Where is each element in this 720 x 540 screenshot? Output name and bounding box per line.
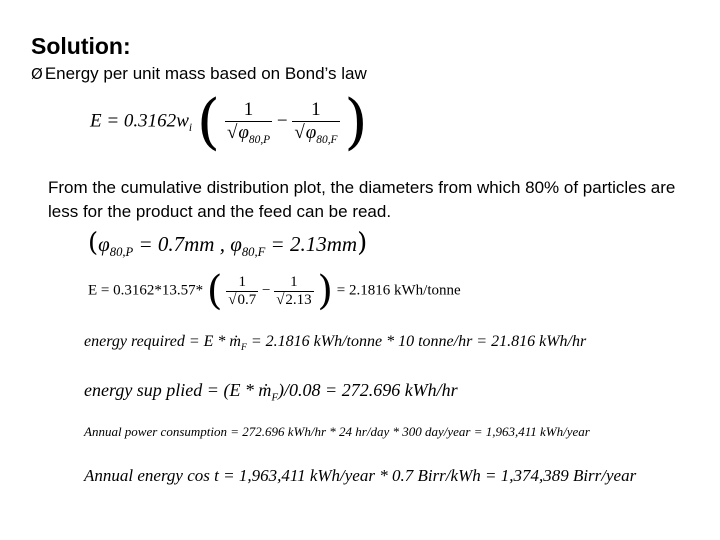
calc-minus: − [261, 282, 271, 299]
close-paren: ) [317, 268, 334, 314]
open-paren: ( [88, 228, 99, 258]
annual-cost-equation: Annual energy cos t = 1,963,411 kWh/year * 0.7 Birr/kWh = 1,374,389 Birr/year [84, 466, 637, 485]
bond-law-equation [90, 87, 368, 157]
energy-supplied-equation [84, 380, 458, 404]
calc-frac-feed [274, 274, 313, 309]
energy-required-lhs: energy required = E * ṁ [84, 333, 241, 350]
bond-sub-f: 80,F [316, 133, 338, 146]
phi-symbol: φ [305, 121, 317, 143]
bond-frac-feed-num: 1 [311, 98, 321, 120]
calc-frac-feed-num: 1 [290, 273, 298, 290]
bond-frac-product [225, 99, 272, 146]
diam-val-p: = 0.7mm , [138, 232, 225, 256]
energy-supplied-rhs: )/0.08 = 272.696 kWh/hr [278, 380, 458, 400]
calc-frac-product-num: 1 [238, 273, 246, 290]
bullet-text: Energy per unit mass based on Bond’s law [44, 64, 367, 83]
bond-sub-p: 80,P [248, 133, 271, 146]
calc-frac-product [226, 274, 258, 309]
energy-supplied-lhs: energy sup plied = (E * ṁ [84, 380, 272, 400]
bond-lhs: E = 0.3162 [90, 110, 177, 132]
close-paren: ) [344, 87, 368, 157]
explanation-paragraph: From the cumulative distribution plot, the diameters from which 80% of particles are less for the product and the feed can be read. [48, 178, 676, 221]
diam-sub-p: 80,P [109, 245, 134, 260]
bond-wi: w [176, 110, 189, 132]
bond-frac-feed [292, 99, 339, 146]
calc-den-f: 2.13 [285, 291, 312, 308]
energy-required-sub: F [240, 342, 247, 354]
page-title: Solution: [31, 33, 131, 59]
annual-power-equation: Annual power consumption = 272.696 kWh/hr * 24 hr/day * 300 day/year = 1,963,411 kWh/year [84, 424, 590, 439]
energy-required-equation [84, 333, 586, 353]
bond-wi-sub: i [188, 122, 193, 135]
diam-sub-f: 80,F [241, 245, 266, 260]
bond-frac-product-num: 1 [243, 98, 254, 120]
bond-minus: − [276, 110, 288, 132]
bullet-item [31, 64, 367, 84]
calc-frac-feed-den: √2.13 [276, 291, 312, 308]
phi-symbol: φ [98, 232, 110, 256]
open-paren: ( [206, 268, 223, 314]
energy-calc-result: = 2.1816 kWh/tonne [336, 282, 461, 299]
diameters-equation [88, 228, 367, 260]
calc-den-p: 0.7 [237, 291, 257, 308]
diam-val-f: = 2.13mm [270, 232, 358, 256]
calc-frac-product-den: √0.7 [228, 291, 257, 308]
phi-symbol: φ [238, 121, 249, 143]
close-paren: ) [357, 228, 368, 258]
energy-required-rhs: = 2.1816 kWh/tonne * 10 tonne/hr = 21.816 kWh/hr [246, 333, 587, 350]
bond-frac-product-den: $√\varphi_{80,P}$ [226, 121, 271, 146]
energy-supplied-sub: F [271, 391, 279, 404]
phi-symbol: φ [230, 232, 242, 256]
energy-calc-equation [88, 268, 461, 314]
open-paren: ( [196, 87, 221, 157]
arrow-bullet-icon: Ø [31, 65, 43, 83]
bond-frac-feed-den: $√\varphi_{80,F}$ [294, 121, 338, 146]
energy-calc-lhs: E = 0.3162*13.57* [88, 282, 204, 299]
